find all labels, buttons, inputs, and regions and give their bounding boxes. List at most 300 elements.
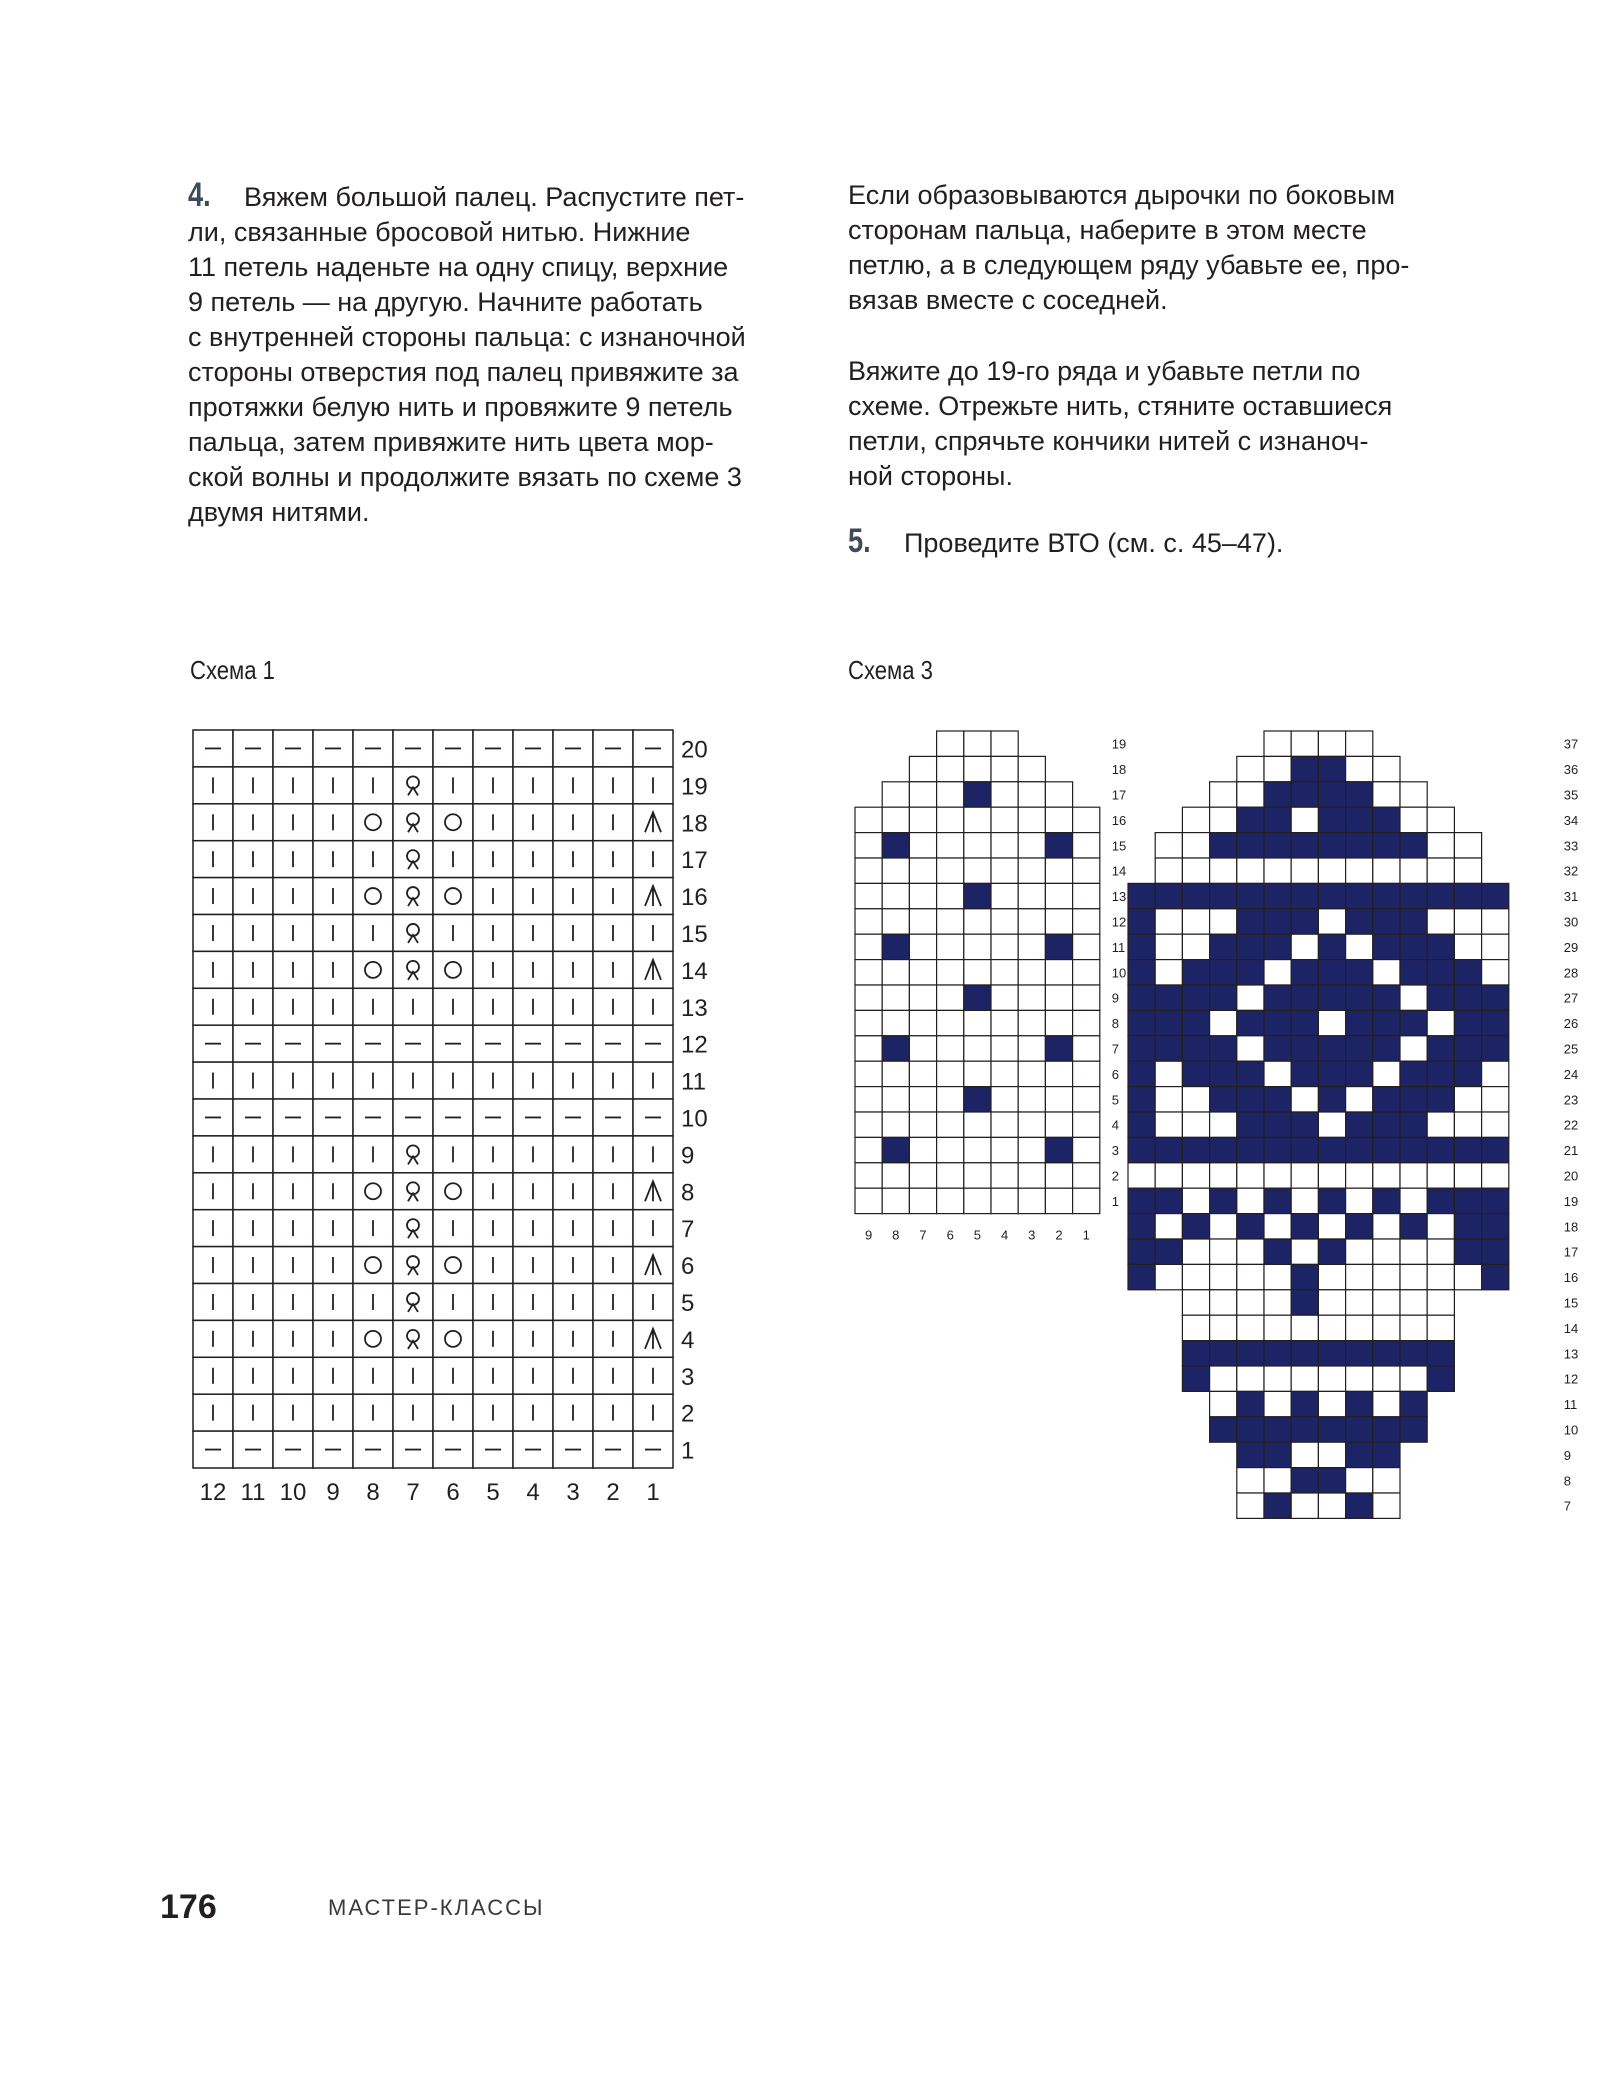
chart-cell: [1237, 1137, 1264, 1162]
chart-cell: [1427, 985, 1454, 1010]
chart-cell: [1427, 1315, 1454, 1340]
chart-cell: [991, 1061, 1018, 1086]
step4-line-1: ли, связанные бросовой нитью. Нижние: [188, 217, 691, 247]
chart-cell: [1237, 1391, 1264, 1416]
row-number: 32: [1563, 863, 1579, 879]
chart-cell: [855, 909, 882, 934]
para1-line: вязав вместе с соседней.: [848, 285, 1168, 315]
chart-cell: [1073, 1087, 1100, 1112]
row-number: 12: [681, 1031, 708, 1059]
step4-number: 4.: [188, 176, 211, 214]
chart-cell: [1264, 1036, 1291, 1061]
chart-cell: [1482, 909, 1509, 934]
chart-cell: [1318, 833, 1345, 858]
chart-cell: [1427, 1341, 1454, 1366]
chart-cell: [1291, 1188, 1318, 1213]
chart-cell: [909, 960, 936, 985]
chart-cell: [1427, 934, 1454, 959]
chart-cell: [1400, 883, 1427, 908]
step4-line-5: стороны отверстия под палец привяжите за: [188, 357, 739, 387]
chart-cell: [1400, 985, 1427, 1010]
chart-cell: [1018, 1137, 1045, 1162]
chart-cell: [964, 1061, 991, 1086]
row-number: 4: [681, 1326, 695, 1354]
para2-line: Вяжите до 19-го ряда и убавьте петли по: [848, 356, 1361, 386]
chart-cell: [964, 1188, 991, 1213]
chart-cell: [1346, 1112, 1373, 1137]
chart-cell: [1237, 1341, 1264, 1366]
chart-cell: [937, 960, 964, 985]
chart-cell: [1400, 1264, 1427, 1289]
chart-cell: [1073, 909, 1100, 934]
chart-cell: [1018, 960, 1045, 985]
chart-cell: [1318, 1493, 1345, 1518]
row-number: 24: [1563, 1066, 1579, 1082]
chart-cell: [1210, 960, 1237, 985]
row-number: 30: [1563, 914, 1579, 930]
chart-cell: [1128, 1163, 1155, 1188]
row-number: 1: [681, 1437, 695, 1465]
chart-cell: [1318, 1214, 1345, 1239]
chart-cell: [1210, 833, 1237, 858]
chart-cell: [1400, 1061, 1427, 1086]
chart-cell: [882, 883, 909, 908]
chart-cell: [1373, 1163, 1400, 1188]
chart-cell: [1182, 960, 1209, 985]
chart-cell: [1291, 1366, 1318, 1391]
column-number: 9: [864, 1227, 873, 1243]
chart-cell: [882, 858, 909, 883]
column-number: 5: [486, 1479, 500, 1506]
chart-cell: [937, 1163, 964, 1188]
row-number: 19: [681, 773, 708, 801]
chart-cell: [1427, 1061, 1454, 1086]
chart-cell: [1291, 756, 1318, 781]
chart-cell: [1318, 883, 1345, 908]
column-number: 2: [1055, 1227, 1063, 1243]
para1-line: сторонам пальца, наберите в этом месте: [848, 215, 1367, 245]
chart-cell: [1373, 1264, 1400, 1289]
chart-cell: [1045, 1061, 1072, 1086]
chart-cell: [1346, 1290, 1373, 1315]
row-number: 10: [681, 1105, 708, 1133]
chart-cell: [882, 1036, 909, 1061]
chart-cell: [1427, 1137, 1454, 1162]
chart-cell: [353, 1173, 393, 1210]
chart-cell: [991, 909, 1018, 934]
chart-cell: [909, 807, 936, 832]
chart-cell: [855, 1087, 882, 1112]
chart-cell: [1045, 934, 1072, 959]
step5-number: 5.: [848, 522, 871, 560]
page-number: 176: [160, 1888, 217, 1926]
chart-cell: [1155, 909, 1182, 934]
chart-cell: [1291, 1493, 1318, 1518]
chart-cell: [1045, 909, 1072, 934]
chart-cell: [1400, 1391, 1427, 1416]
chart-cell: [1400, 1112, 1427, 1137]
chart-cell: [1373, 1061, 1400, 1086]
row-number: 14: [1111, 863, 1127, 879]
column-number: 7: [406, 1479, 420, 1506]
chart-cell: [1210, 1163, 1237, 1188]
chart-cell: [1427, 883, 1454, 908]
chart-cell: [1182, 1341, 1209, 1366]
chart-cell: [1346, 756, 1373, 781]
row-number: 13: [1111, 889, 1127, 905]
chart-cell: [855, 1112, 882, 1137]
chart-cell: [1155, 1214, 1182, 1239]
chart-cell: [1210, 1010, 1237, 1035]
chart-cell: [1264, 1264, 1291, 1289]
chart-cell: [1291, 960, 1318, 985]
chart-cell: [1400, 1315, 1427, 1340]
chart-cell: [882, 985, 909, 1010]
chart-cell: [855, 833, 882, 858]
chart-cell: [1400, 1239, 1427, 1264]
chart-cell: [433, 1320, 473, 1357]
chart-cell: [1482, 1264, 1509, 1289]
chart-cell: [1373, 1188, 1400, 1213]
row-number: 8: [681, 1179, 695, 1207]
chart-cell: [1454, 1036, 1481, 1061]
chart-cell: [1264, 934, 1291, 959]
chart-cell: [1018, 782, 1045, 807]
chart-cell: [937, 833, 964, 858]
chart-cell: [1210, 1061, 1237, 1086]
chart-cell: [1073, 883, 1100, 908]
chart-cell: [1264, 1163, 1291, 1188]
column-number: 1: [1082, 1227, 1090, 1243]
chart-cell: [1318, 1137, 1345, 1162]
chart-cell: [855, 1137, 882, 1162]
row-number: 8: [1563, 1473, 1572, 1489]
chart-cell: [1346, 1468, 1373, 1493]
chart-cell: [1237, 960, 1264, 985]
row-number: 31: [1563, 889, 1579, 905]
chart-cell: [1018, 985, 1045, 1010]
chart-cell: [393, 915, 433, 952]
chart-cell: [1182, 1315, 1209, 1340]
chart-cell: [1346, 960, 1373, 985]
chart-cell: [1400, 1137, 1427, 1162]
chart-cell: [1264, 807, 1291, 832]
chart-cell: [1373, 1493, 1400, 1518]
chart-cell: [1346, 1061, 1373, 1086]
chart-cell: [1045, 883, 1072, 908]
chart-cell: [1264, 1493, 1291, 1518]
chart-cell: [1264, 1214, 1291, 1239]
chart-cell: [1264, 1468, 1291, 1493]
chart-cell: [1128, 1264, 1155, 1289]
chart-cell: [1454, 1163, 1481, 1188]
chart-cell: [1155, 1087, 1182, 1112]
column-number: 2: [606, 1479, 620, 1506]
chart-cell: [1400, 1087, 1427, 1112]
column-number: 6: [446, 1479, 460, 1506]
chart-cell: [1182, 1137, 1209, 1162]
chart-cell: [1018, 833, 1045, 858]
chart-cell: [1264, 909, 1291, 934]
chart-cell: [991, 858, 1018, 883]
chart-cell: [393, 1210, 433, 1247]
chart-cell: [1482, 1214, 1509, 1239]
chart-cell: [1210, 1290, 1237, 1315]
chart-cell: [1427, 1112, 1454, 1137]
chart-cell: [1318, 1239, 1345, 1264]
chart-cell: [1291, 985, 1318, 1010]
chart-cell: [909, 883, 936, 908]
chart-cell: [1346, 858, 1373, 883]
chart-cell: [1210, 1239, 1237, 1264]
chart-cell: [937, 909, 964, 934]
chart-cell: [855, 1163, 882, 1188]
chart-cell: [964, 934, 991, 959]
chart-cell: [1291, 731, 1318, 756]
chart-cell: [991, 1036, 1018, 1061]
chart-cell: [1291, 1442, 1318, 1467]
chart-cell: [991, 756, 1018, 781]
chart-cell: [909, 1087, 936, 1112]
chart-cell: [991, 934, 1018, 959]
chart-cell: [1291, 1112, 1318, 1137]
chart-cell: [1454, 1112, 1481, 1137]
chart-cell: [1400, 858, 1427, 883]
chart-cell: [1182, 1061, 1209, 1086]
row-number: 3: [681, 1363, 695, 1391]
chart-cell: [882, 1163, 909, 1188]
chart-cell: [964, 731, 991, 756]
chart-cell: [1018, 1087, 1045, 1112]
chart-cell: [393, 951, 433, 988]
chart-cell: [1482, 960, 1509, 985]
chart-cell: [964, 1137, 991, 1162]
row-number: 19: [1563, 1193, 1579, 1209]
chart-cell: [1073, 1163, 1100, 1188]
chart-cell: [1346, 1163, 1373, 1188]
row-number: 15: [1111, 838, 1127, 854]
chart-cell: [1018, 883, 1045, 908]
row-number: 6: [1111, 1066, 1120, 1082]
chart-cell: [1400, 782, 1427, 807]
chart-cell: [1264, 833, 1291, 858]
chart-cell: [1237, 1214, 1264, 1239]
chart-cell: [1210, 1188, 1237, 1213]
scheme1-grid: [193, 730, 708, 1506]
chart-cell: [964, 1163, 991, 1188]
chart-cell: [1264, 1087, 1291, 1112]
chart-cell: [1237, 1366, 1264, 1391]
row-number: 5: [681, 1289, 695, 1317]
chart-cell: [1346, 1417, 1373, 1442]
chart-cell: [909, 833, 936, 858]
chart-cell: [1018, 1010, 1045, 1035]
chart-cell: [1373, 1417, 1400, 1442]
chart-cell: [1155, 1188, 1182, 1213]
chart-cell: [1210, 1417, 1237, 1442]
chart-cell: [1073, 858, 1100, 883]
chart-cell: [1346, 1010, 1373, 1035]
column-number: 8: [366, 1479, 380, 1506]
row-number: 10: [1563, 1422, 1579, 1438]
chart-cell: [393, 804, 433, 841]
chart-cell: [1454, 1239, 1481, 1264]
chart-cell: [1427, 1188, 1454, 1213]
chart-cell: [855, 934, 882, 959]
chart-cell: [937, 985, 964, 1010]
chart-cell: [1373, 1112, 1400, 1137]
chart-cell: [1182, 985, 1209, 1010]
chart-cell: [1210, 1112, 1237, 1137]
chart-cell: [1373, 1391, 1400, 1416]
chart-cell: [1291, 1417, 1318, 1442]
chart-cell: [1373, 833, 1400, 858]
row-number: 36: [1563, 762, 1579, 778]
chart-cell: [1045, 833, 1072, 858]
chart-cell: [937, 858, 964, 883]
chart-cell: [1237, 1036, 1264, 1061]
row-number: 4: [1111, 1117, 1120, 1133]
chart-cell: [937, 1112, 964, 1137]
chart-cell: [882, 1061, 909, 1086]
chart-cell: [1454, 1264, 1481, 1289]
chart-cell: [991, 960, 1018, 985]
row-number: 19: [1111, 736, 1127, 752]
chart-cell: [1210, 858, 1237, 883]
chart-cell: [1318, 807, 1345, 832]
row-number: 11: [1563, 1397, 1578, 1413]
chart-cell: [1237, 934, 1264, 959]
chart-cell: [1210, 1341, 1237, 1366]
chart-cell: [964, 756, 991, 781]
chart-cell: [937, 1087, 964, 1112]
chart-cell: [937, 756, 964, 781]
chart-cell: [991, 1163, 1018, 1188]
chart-cell: [1346, 1264, 1373, 1289]
chart-cell: [1045, 960, 1072, 985]
chart-cell: [1482, 1112, 1509, 1137]
chart-cell: [1182, 1087, 1209, 1112]
chart-cell: [1018, 1163, 1045, 1188]
row-number: 20: [681, 736, 708, 764]
para2-line: ной стороны.: [848, 461, 1013, 491]
chart-cell: [1155, 858, 1182, 883]
chart-cell: [1073, 960, 1100, 985]
chart-cell: [1291, 1163, 1318, 1188]
chart-cell: [1400, 833, 1427, 858]
chart-cell: [1237, 883, 1264, 908]
chart-cell: [1482, 1087, 1509, 1112]
chart-cell: [1264, 1366, 1291, 1391]
hand-chart: [1128, 731, 1578, 1518]
chart-cell: [937, 782, 964, 807]
row-number: 18: [1111, 762, 1127, 778]
row-number: 11: [681, 1068, 706, 1096]
chart-cell: [909, 858, 936, 883]
chart-cell: [1400, 909, 1427, 934]
chart-cell: [1373, 960, 1400, 985]
chart-cell: [1400, 1417, 1427, 1442]
chart-cell: [1018, 1036, 1045, 1061]
chart-cell: [1264, 985, 1291, 1010]
chart-cell: [393, 841, 433, 878]
chart-cell: [1454, 1188, 1481, 1213]
chart-cell: [1045, 1112, 1072, 1137]
row-number: 25: [1563, 1041, 1579, 1057]
chart-cell: [1318, 1341, 1345, 1366]
chart-cell: [964, 1010, 991, 1035]
chart-cell: [1237, 782, 1264, 807]
chart-cell: [1182, 1188, 1209, 1213]
chart-cell: [1155, 1010, 1182, 1035]
chart-cell: [855, 1036, 882, 1061]
chart-cell: [1373, 1214, 1400, 1239]
chart-cell: [1073, 1112, 1100, 1137]
chart-cell: [1237, 833, 1264, 858]
chart-cell: [1482, 1239, 1509, 1264]
chart-cell: [1346, 833, 1373, 858]
step4-line-2: 11 петель наденьте на одну спицу, верхние: [188, 252, 729, 282]
chart-cell: [433, 951, 473, 988]
chart-cell: [937, 1137, 964, 1162]
chart-cell: [855, 1188, 882, 1213]
row-number: 15: [681, 920, 708, 948]
chart-cell: [1128, 1036, 1155, 1061]
chart-cell: [1182, 909, 1209, 934]
chart-cell: [1427, 909, 1454, 934]
chart-cell: [433, 804, 473, 841]
row-number: 33: [1563, 838, 1579, 854]
chart-cell: [1045, 1163, 1072, 1188]
step4-line-9: двумя нитями.: [188, 497, 370, 527]
chart-cell: [1018, 934, 1045, 959]
chart-cell: [1128, 1239, 1155, 1264]
row-number: 14: [681, 957, 708, 985]
chart-cell: [1373, 1239, 1400, 1264]
chart-cell: [1373, 1010, 1400, 1035]
chart-cell: [1128, 1137, 1155, 1162]
chart-cell: [882, 1188, 909, 1213]
chart-cell: [1427, 1010, 1454, 1035]
chart-cell: [1346, 1036, 1373, 1061]
chart-cell: [1073, 1010, 1100, 1035]
chart-cell: [1482, 1036, 1509, 1061]
row-number: 8: [1111, 1016, 1120, 1032]
row-number: 18: [681, 810, 708, 838]
chart-cell: [909, 1036, 936, 1061]
chart-cell: [1318, 934, 1345, 959]
chart-cell: [1155, 1239, 1182, 1264]
chart-cell: [855, 858, 882, 883]
chart-cell: [1182, 833, 1209, 858]
row-number: 18: [1563, 1219, 1579, 1235]
chart-cell: [1400, 934, 1427, 959]
column-number: 5: [973, 1227, 982, 1243]
chart-cell: [1045, 858, 1072, 883]
row-number: 1: [1111, 1193, 1120, 1209]
chart-cell: [1264, 1061, 1291, 1086]
chart-cell: [1400, 1341, 1427, 1366]
chart-cell: [1045, 1010, 1072, 1035]
chart-cell: [1182, 1036, 1209, 1061]
row-number: 16: [1111, 812, 1127, 828]
chart-cell: [1318, 960, 1345, 985]
column-number: 4: [526, 1479, 540, 1506]
chart-cell: [964, 858, 991, 883]
chart-cell: [1318, 756, 1345, 781]
chart-cell: [1318, 1036, 1345, 1061]
row-number: 16: [681, 884, 708, 912]
